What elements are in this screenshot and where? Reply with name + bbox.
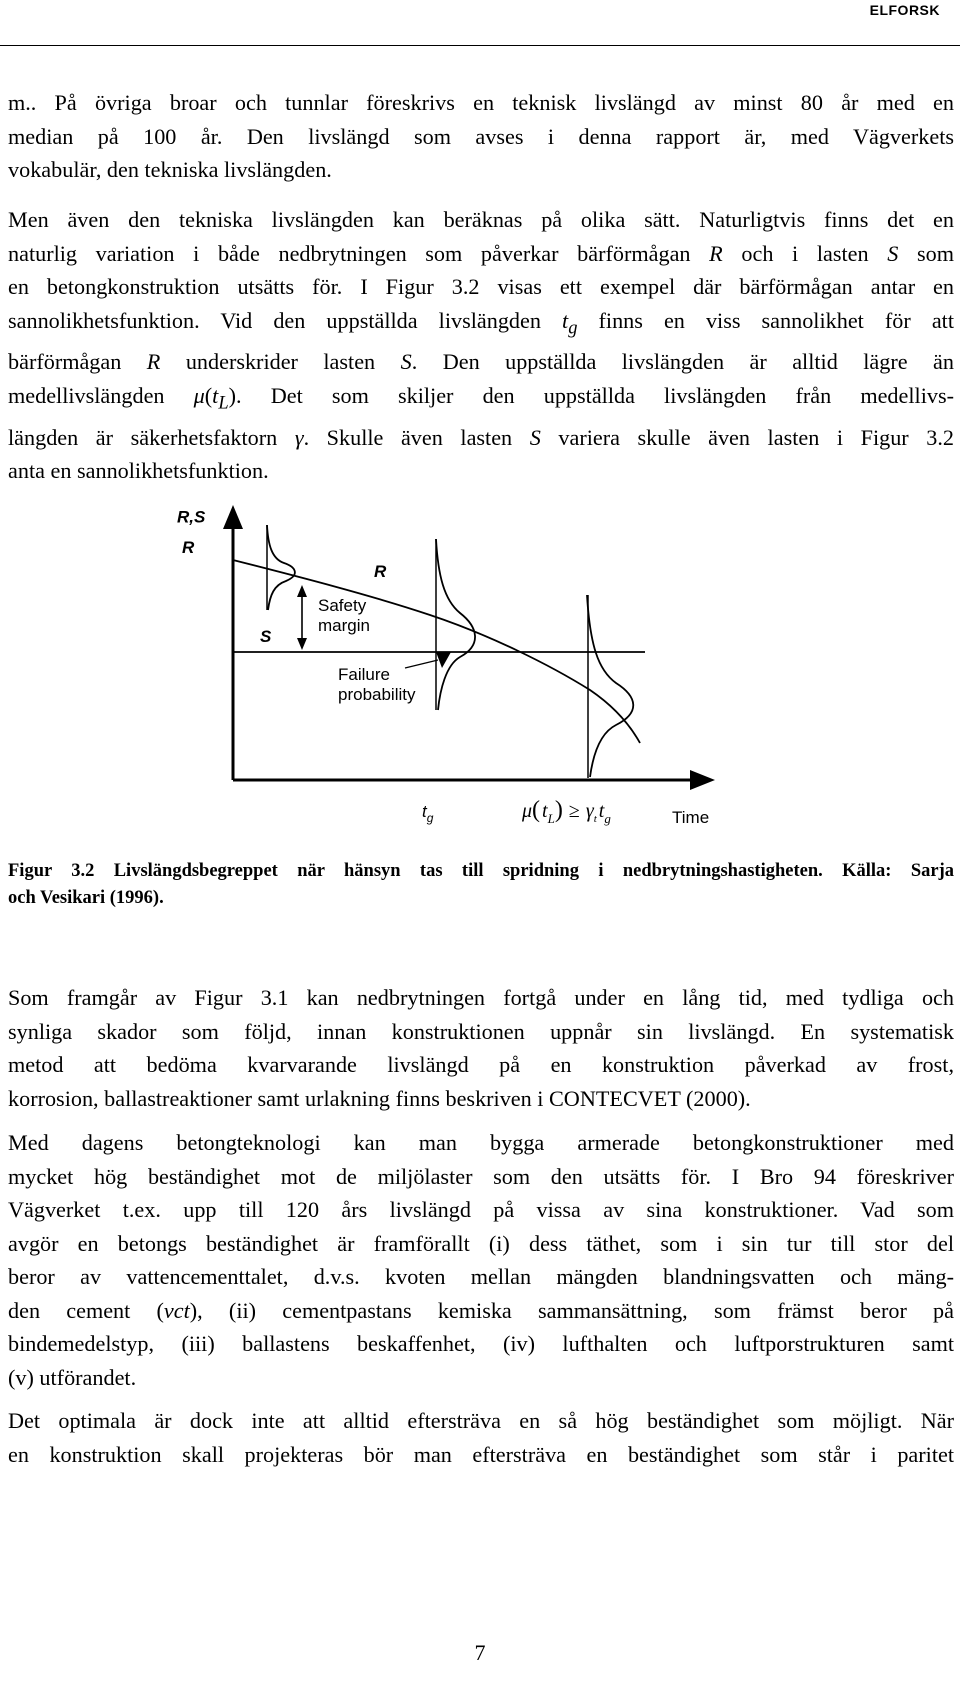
text-line: bindemedelstyp, (iii) ballastens beskaffenhet, (iv) lufthalten och luftporstrukturen samt (8, 1331, 954, 1356)
text-line: vokabulär, den tekniska livslängden. (8, 157, 332, 182)
text-line: m.. På övriga broar och tunnlar föreskrivs en teknisk livslängd av minst 80 år med en (8, 90, 954, 115)
distribution-tl (587, 595, 633, 777)
text-line: Men även den tekniska livslängden kan beräknas på olika sätt. Naturligtvis finns det en (8, 207, 954, 232)
failure-label-line2: probability (338, 685, 416, 704)
failure-pointer (405, 660, 438, 668)
text-line: längden är säkerhetsfaktorn γ. Skulle även lasten S variera skulle även lasten i Figur 3.2 (8, 424, 954, 450)
text-line: Vägverket t.ex. upp till 120 års livslängd på vissa av sina konstruktioner. Vad som (8, 1197, 954, 1222)
safety-margin-label-line1: Safety (318, 596, 367, 615)
text-line: den cement (vct), (ii) cementpastans kemiska sammansättning, som främst beror på (8, 1297, 954, 1323)
tg-label: $t_g$ (422, 802, 434, 825)
header-brand: ELFORSK (869, 2, 940, 18)
paragraph-2 (8, 203, 954, 488)
caption-line: Figur 3.2 Livslängdsbegreppet när hänsyn tas till spridning i nedbrytningshastigheten. Källa: Sarja (8, 861, 954, 881)
text-line: Det optimala är dock inte att alltid eftersträva en så hög beständighet som möjligt. När (8, 1408, 954, 1433)
text-line: anta en sannolikhetsfunktion. (8, 458, 269, 484)
text-line: medellivslängden $\mu(t_L)$. Det som skiljer den uppställda livslängden från medellivs- (8, 382, 954, 414)
r-curve-label: R (374, 562, 387, 581)
safety-margin-arrow-up-icon (297, 585, 307, 597)
text-line: korrosion, ballastreaktioner samt urlakning finns beskriven i CONTECVET (2000). (8, 1085, 751, 1111)
text-line: (v) utförandet. (8, 1364, 137, 1390)
paragraph-5 (8, 1404, 954, 1471)
text-line: beror av vattencementtalet, d.v.s. kvoten mellan mängden blandningsvatten och mäng- (8, 1264, 954, 1289)
y-axis-arrow-icon (223, 505, 243, 529)
life-formula: μ( $t_L) \ge \gamma_t$ $t_g$ (522, 797, 611, 826)
text-line: avgör en betongs beständighet är framförallt (i) dess täthet, som i sin tur till stor del (8, 1230, 954, 1256)
text-line: Som framgår av Figur 3.1 kan nedbrytningen fortgå under en lång tid, med tydliga och (8, 985, 954, 1010)
text-line: median på 100 år. Den livslängd som avses i denna rapport är, med Vägverkets (8, 123, 954, 149)
text-line: sannolikhetsfunktion. Vid den uppställda livslängden $t_g$ finns en viss sannolikhet för att (8, 307, 954, 338)
failure-label-line1: Failure (338, 665, 390, 684)
time-label: Time (672, 808, 710, 827)
y-axis-label: R,S (177, 507, 206, 527)
text-line: naturlig variation i både nedbrytningen som påverkar bärförmågan R och i lasten S som (8, 240, 954, 266)
safety-margin-arrow-down-icon (297, 638, 307, 650)
safety-margin-label-line2: margin (318, 616, 370, 635)
caption-line: och Vesikari (1996). (8, 888, 164, 908)
text-line: bärförmågan R underskrider lasten S. Den uppställda livslängden är alltid lägre än (8, 349, 954, 375)
failure-probability-area (436, 652, 451, 668)
figure-3-2 (160, 505, 780, 905)
text-line: metod att bedöma kvarvarande livslängd på en konstruktion påverkad av frost, (8, 1052, 954, 1077)
text-line: Med dagens betongteknologi kan man bygga armerade betongkonstruktioner med (8, 1130, 954, 1155)
figure-caption (8, 858, 954, 912)
distribution-start (267, 525, 295, 610)
r-start-label: R (182, 538, 195, 557)
page-number: 7 (474, 1640, 486, 1665)
s-label: S (260, 627, 272, 646)
paragraph-1 (8, 86, 954, 187)
paragraph-4 (8, 1126, 954, 1394)
text-line: en konstruktion skall projekteras bör man eftersträva en beständighet som står i paritet (8, 1441, 954, 1467)
text-line: en betongkonstruktion utsätts för. I Figur 3.2 visas ett exempel där bärförmågan antar en (8, 274, 954, 299)
header-divider (0, 45, 960, 46)
text-line: synliga skador som följd, innan konstruktionen uppnår sin livslängd. En systematisk (8, 1018, 954, 1044)
paragraph-3 (8, 981, 954, 1115)
text-line: mycket hög beständighet mot de miljölaster som den utsätts för. I Bro 94 föreskriver (8, 1163, 954, 1189)
x-axis-arrow-icon (690, 770, 715, 790)
